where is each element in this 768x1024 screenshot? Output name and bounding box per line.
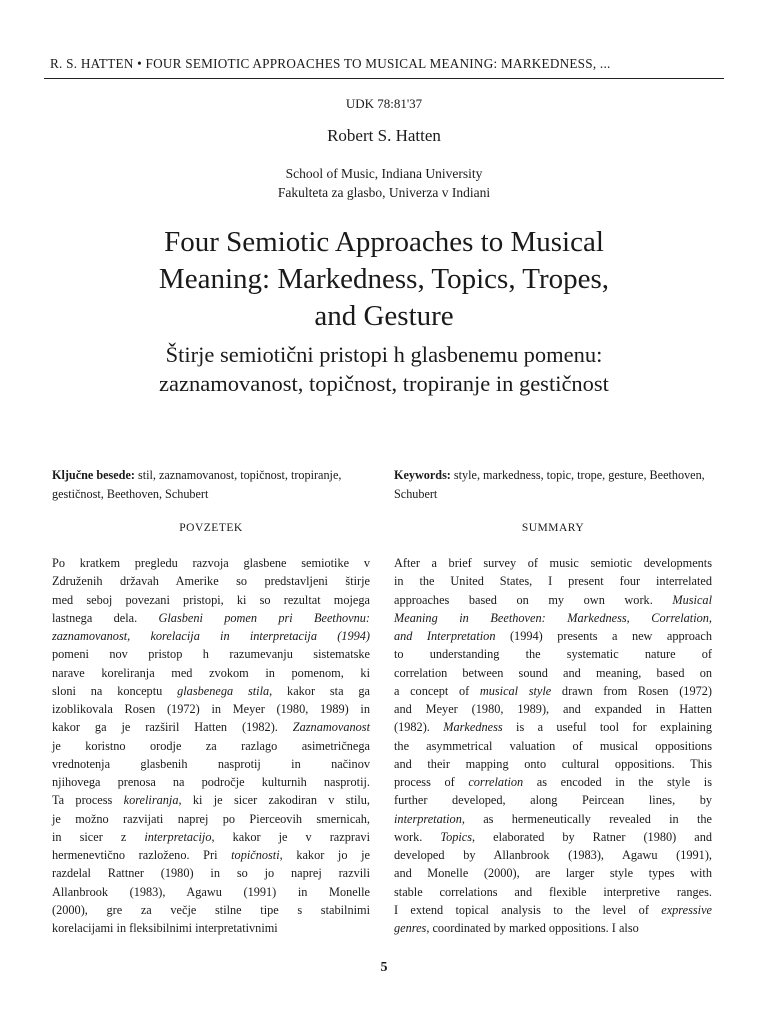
- italic-term: Markedness: [443, 720, 503, 735]
- title-line: and Gesture: [314, 300, 454, 332]
- abstract-line: [394, 609, 712, 627]
- italic-term: Meaning in Beethoven: Markedness, Correlation,: [394, 610, 712, 625]
- abstract-slovene: [52, 554, 370, 937]
- abstract-line: [52, 664, 370, 682]
- title-line: Four Semiotic Approaches to Musical: [164, 226, 604, 258]
- abstract-line: [394, 700, 712, 718]
- affiliation-english: School of Music, Indiana University: [285, 166, 483, 181]
- text-run: approaches based on my own work.: [394, 592, 673, 607]
- text-run: work.: [394, 829, 441, 844]
- abstract-line: [394, 846, 712, 864]
- italic-term: topičnosti: [231, 848, 280, 862]
- text-run: to understanding the systematic nature of: [394, 647, 712, 662]
- keywords-english: [394, 466, 712, 504]
- abstract-line: [394, 755, 712, 773]
- italic-term: koreliranja: [123, 793, 179, 808]
- abstract-line: [52, 645, 370, 663]
- running-head: R. S. HATTEN • FOUR SEMIOTIC APPROACHES TO MUSICAL MEANING: MARKEDNESS, ...: [50, 56, 611, 71]
- abstract-line: [394, 773, 712, 791]
- abstract-line: [394, 572, 712, 590]
- text-run: (1994) presents a new approach: [495, 629, 712, 643]
- title-line: Meaning: Markedness, Topics, Tropes,: [158, 263, 610, 295]
- text-run: je možno razvijati naprej po Pierceovih smernicah,: [52, 811, 370, 826]
- abstract-line: [52, 737, 370, 755]
- abstract-line: [52, 773, 370, 791]
- abstract-english: [394, 554, 712, 937]
- text-run: the asymmetrical valuation of musical oppositions: [394, 738, 712, 753]
- text-run: (2000), gre za večje stilne tipe s stabilnimi: [52, 902, 370, 917]
- page-number: 5: [380, 960, 388, 975]
- abstract-line: [394, 645, 712, 663]
- text-run: izoblikovala Rosen (1972) in Meyer (1980, 1989) in: [52, 702, 370, 716]
- italic-term: expressive: [661, 902, 712, 917]
- abstract-line: [394, 664, 712, 682]
- italic-term: glasbenega stila: [177, 683, 270, 698]
- text-run: , kakor je v razpravi: [211, 829, 370, 844]
- abstract-line: [52, 864, 370, 882]
- abstract-line: [52, 901, 370, 919]
- abstract-line: [52, 554, 370, 572]
- keywords-english-text: style, markedness, topic, trope, gesture, Beethoven, Schubert: [394, 468, 705, 501]
- text-run: and Monelle (2000), are larger style types with: [394, 866, 712, 881]
- abstract-line: [394, 791, 712, 809]
- text-run: , elaborated by Ratner (1980) and: [472, 829, 713, 844]
- text-run: kakor ga je razširil Hatten (1982).: [52, 720, 293, 735]
- affiliation-slovene: Fakulteta za glasbo, Univerza v Indiani: [277, 185, 491, 200]
- text-run: After a brief survey of music semiotic developments: [394, 556, 712, 570]
- text-run: , kakor sta ga: [269, 683, 370, 698]
- text-run: process of: [394, 775, 469, 789]
- abstract-line: [52, 572, 370, 590]
- abstract-line: [52, 591, 370, 609]
- text-run: korelacijami in fleksibilnimi interpretativnimi: [52, 921, 278, 935]
- abstract-heading-english: SUMMARY: [521, 522, 585, 534]
- italic-term: interpretacijo: [144, 829, 212, 844]
- udk-code: UDK 78:81'37: [345, 96, 423, 111]
- text-run: sloni na konceptu: [52, 683, 178, 698]
- text-run: correlation between sound and meaning, based on: [394, 665, 712, 680]
- text-run: further developed, along Peircean lines, by: [394, 793, 712, 808]
- text-run: , ki je sicer zakodiran v stilu,: [178, 793, 370, 808]
- italic-term: and Interpretation: [394, 629, 496, 643]
- abstract-heading-slovene: POVZETEK: [179, 522, 243, 534]
- text-run: (1982).: [394, 720, 444, 735]
- abstract-line: [52, 810, 370, 828]
- italic-term: Topics: [440, 829, 473, 844]
- italic-term: Zaznamovanost: [292, 720, 370, 735]
- text-run: developed by Allanbrook (1983), Agawu (1991),: [394, 848, 712, 862]
- abstract-line: [52, 682, 370, 700]
- abstract-line: [52, 755, 370, 773]
- keywords-english-label: Keywords:: [394, 468, 451, 482]
- text-run: in sicer z: [52, 829, 145, 844]
- abstract-line: [394, 682, 712, 700]
- abstract-line: [52, 700, 370, 718]
- abstract-line: [394, 627, 712, 645]
- keywords-slovene-label: Ključne besede:: [52, 468, 135, 482]
- text-run: as encoded in the style is: [523, 775, 713, 789]
- text-run: hermenevtično razloženo. Pri: [52, 848, 232, 862]
- subtitle-line: zaznamovanost, topičnost, tropiranje in gestičnost: [159, 371, 609, 396]
- abstract-line: [394, 883, 712, 901]
- abstract-line: [52, 718, 370, 736]
- text-run: Ta process: [52, 793, 124, 808]
- subtitle-line: Štirje semiotični pristopi h glasbenemu pomenu:: [165, 342, 603, 367]
- abstract-line: [52, 627, 370, 645]
- text-run: , as hermeneutically revealed in the: [461, 811, 712, 826]
- abstract-line: [394, 718, 712, 736]
- article-subtitle: [30, 340, 738, 398]
- text-run: vrednotenja glasbenih nasprotij in načinov: [52, 756, 370, 771]
- text-run: pomeni nov pristop h razumevanju sistematske: [52, 647, 370, 662]
- article-title: [40, 224, 728, 335]
- text-run: and their mapping onto cultural oppositions. This: [394, 756, 712, 771]
- italic-term: zaznamovanost, korelacija in interpretacija (1994): [52, 629, 370, 643]
- italic-term: musical style: [479, 683, 552, 698]
- text-run: narave koreliranja med zvokom in pomenom, ki: [52, 665, 370, 680]
- affiliation: [0, 164, 768, 202]
- text-run: Allanbrook (1983), Agawu (1991) in Monelle: [52, 884, 370, 899]
- text-run: , coordinated by marked oppositions. I also: [426, 921, 639, 935]
- italic-term: correlation: [468, 775, 524, 789]
- abstract-line: [52, 609, 370, 627]
- abstract-line: [394, 810, 712, 828]
- text-run: and Meyer (1980, 1989), and expanded in Hatten: [394, 702, 712, 716]
- author-name: Robert S. Hatten: [327, 126, 441, 145]
- italic-term: genres: [394, 921, 427, 935]
- abstract-line: [52, 791, 370, 809]
- abstract-line: [394, 901, 712, 919]
- text-run: njihovega prenosa na področje kulturnih nasprotij.: [52, 775, 370, 789]
- abstract-line: [394, 737, 712, 755]
- abstract-line: [52, 828, 370, 846]
- abstract-line: [52, 883, 370, 901]
- text-run: a concept of: [394, 683, 480, 698]
- text-run: I extend topical analysis to the level of: [394, 902, 662, 917]
- abstract-line: [52, 919, 370, 937]
- abstract-line: [394, 828, 712, 846]
- abstract-line: [394, 919, 712, 937]
- text-run: stable correlations and flexible interpretive ranges.: [394, 884, 712, 899]
- header-rule: [44, 78, 724, 79]
- italic-term: Glasbeni pomen pri Beethovnu:: [158, 610, 370, 625]
- keywords-slovene-text: stil, zaznamovanost, topičnost, tropiranje, gestičnost, Beethoven, Schubert: [52, 468, 342, 501]
- italic-term: Musical: [672, 592, 712, 607]
- text-run: , kakor jo je: [279, 848, 370, 862]
- text-run: drawn from Rosen (1972): [551, 683, 712, 698]
- text-run: in the United States, I present four interrelated: [394, 574, 712, 589]
- text-run: is a useful tool for explaining: [502, 720, 712, 735]
- text-run: lastnega dela.: [52, 610, 159, 625]
- abstract-line: [394, 591, 712, 609]
- abstract-line: [394, 554, 712, 572]
- text-run: je koristno orodje za razlago asimetričnega: [52, 738, 370, 753]
- keywords-slovene: [52, 466, 370, 504]
- text-run: Združenih državah Amerike so predstavljeni štirje: [52, 574, 370, 589]
- abstract-line: [52, 846, 370, 864]
- abstract-line: [394, 864, 712, 882]
- text-run: razdelal Rattner (1980) in so jo naprej razvili: [52, 866, 370, 881]
- text-run: med seboj povezani pristopi, ki so rezultat mojega: [52, 592, 370, 607]
- italic-term: interpretation: [394, 811, 462, 826]
- text-run: Po kratkem pregledu razvoja glasbene semiotike v: [52, 556, 370, 570]
